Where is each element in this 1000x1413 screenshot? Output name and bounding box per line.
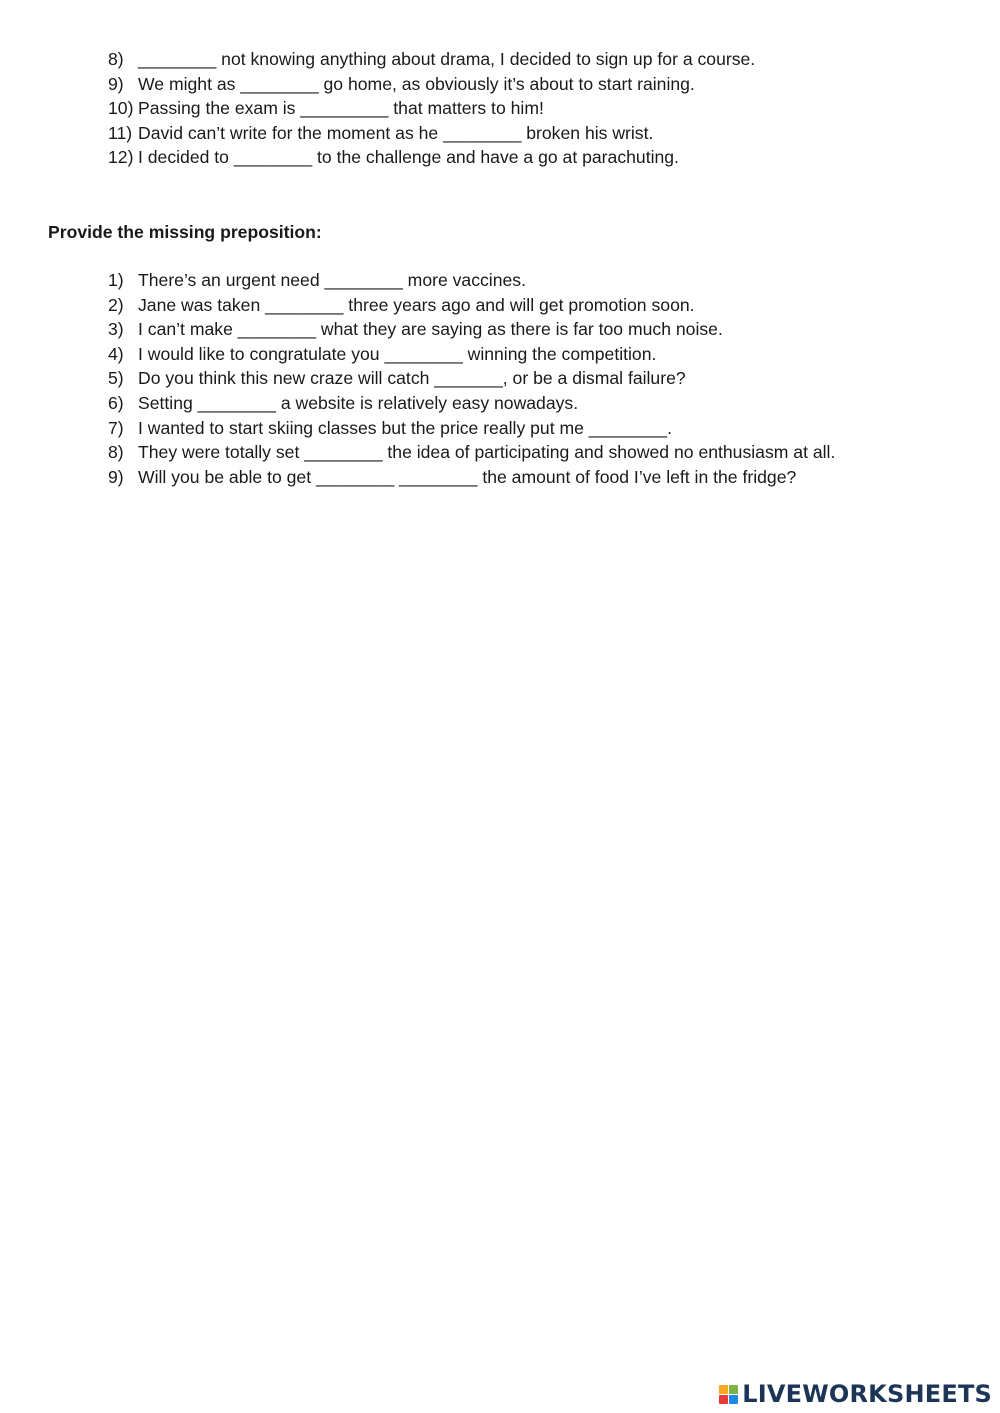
item-text: Will you be able to get ________ ________ the amount of food I’ve left in the fridge? — [138, 466, 797, 487]
item-number: 7) — [108, 417, 124, 438]
item-text: I would like to congratulate you ________ winning the competition. — [138, 343, 657, 364]
item-number: 10) — [108, 98, 134, 119]
item-number: 8) — [108, 49, 124, 69]
logo-square-v — [719, 1395, 728, 1404]
item-number: 9) — [108, 73, 124, 94]
logo-square-l — [719, 1385, 728, 1394]
item-number: 8) — [108, 442, 124, 463]
item-text: David can’t write for the moment as he ________ broken his wrist. — [138, 122, 654, 143]
item-number: 12) — [108, 147, 134, 168]
item-number: 2) — [108, 294, 124, 315]
item-text: ________ not knowing anything about drama, I decided to sign up for a course. — [138, 49, 756, 69]
item-text: Jane was taken ________ three years ago and will get promotion soon. — [138, 294, 695, 315]
item-number: 3) — [108, 319, 124, 340]
item-text: I wanted to start skiing classes but the price really put me ________. — [138, 417, 672, 438]
item-number: 5) — [108, 368, 124, 389]
item-text: There’s an urgent need ________ more vaccines. — [138, 270, 526, 290]
logo-square-e — [729, 1395, 738, 1404]
logo-mark-icon — [719, 1385, 738, 1404]
item-text: They were totally set ________ the idea of participating and showed no enthusiasm at all. — [138, 442, 836, 463]
item-text: Setting ________ a website is relatively easy nowadays. — [138, 392, 579, 413]
item-number: 6) — [108, 392, 124, 413]
logo-square-i — [729, 1385, 738, 1394]
logo-text: LIVEWORKSHEETS — [742, 1380, 992, 1408]
item-number: 11) — [108, 122, 133, 143]
item-number: 4) — [108, 343, 124, 364]
item-text: Passing the exam is _________ that matters to him! — [138, 98, 544, 119]
item-number: 1) — [108, 270, 124, 290]
item-text: Do you think this new craze will catch _______, or be a dismal failure? — [138, 368, 686, 389]
item-text: I can’t make ________ what they are saying as there is far too much noise. — [138, 319, 723, 340]
item-text: We might as ________ go home, as obviously it’s about to start raining. — [138, 73, 695, 94]
item-number: 9) — [108, 466, 124, 487]
item-text: I decided to ________ to the challenge and have a go at parachuting. — [138, 147, 679, 168]
liveworksheets-logo[interactable] — [719, 1379, 992, 1409]
section-heading: Provide the missing preposition: — [48, 222, 322, 242]
